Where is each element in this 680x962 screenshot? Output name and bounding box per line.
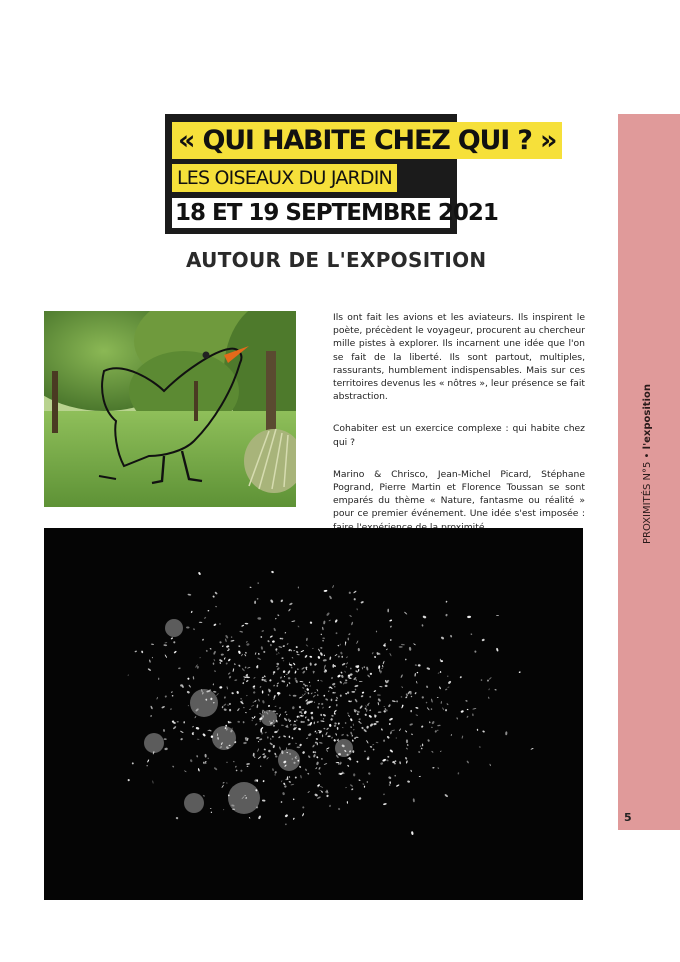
page-number: 5 (624, 811, 632, 824)
paragraph-question: Cohabiter est un exercice complexe : qui habite chez qui ? (333, 423, 585, 448)
section-title: AUTOUR DE L'EXPOSITION (186, 248, 487, 272)
paragraph-artists: Marino & Chrisco, Jean-Michel Picard, Stéphane Pogrand, Pierre Martin et Florence Toussan se sont emparés du thème « Nature, fantasme ou réalité » pour ce premier événement. Une idée s'est imposée : (333, 468, 585, 520)
particle-cloud-image (44, 528, 583, 900)
sidebar-label-bold: l'exposition (642, 384, 653, 450)
banner-subtitle: LES OISEAUX DU JARDIN (172, 164, 397, 192)
garden-illustration (44, 311, 296, 507)
garden-bird-photo (44, 311, 296, 507)
sidebar-label (637, 344, 659, 544)
paragraph-intro: Ils ont fait les avions et les aviateurs. Ils inspirent le poète, précèdent le voyageur, procurent au chercheur mille pistes à explorer. Ils incarnent une idée que l'on se fait de la liberté. Ils sont partout, multiples, rassurants, humblement indispensables. Mais sur ces territoires devenus les « nôtres », leur présence se fait abstraction. (333, 312, 585, 403)
particles-photo (44, 528, 583, 900)
banner-title: « QUI HABITE CHEZ QUI ? » (172, 122, 562, 159)
sidebar-label-regular: PROXIMITÉS N°5 • (642, 449, 653, 544)
event-banner (165, 114, 557, 234)
banner-dates: 18 ET 19 SEPTEMBRE 2021 (172, 198, 450, 228)
sidebar-band (618, 114, 680, 830)
article-text (333, 311, 585, 534)
